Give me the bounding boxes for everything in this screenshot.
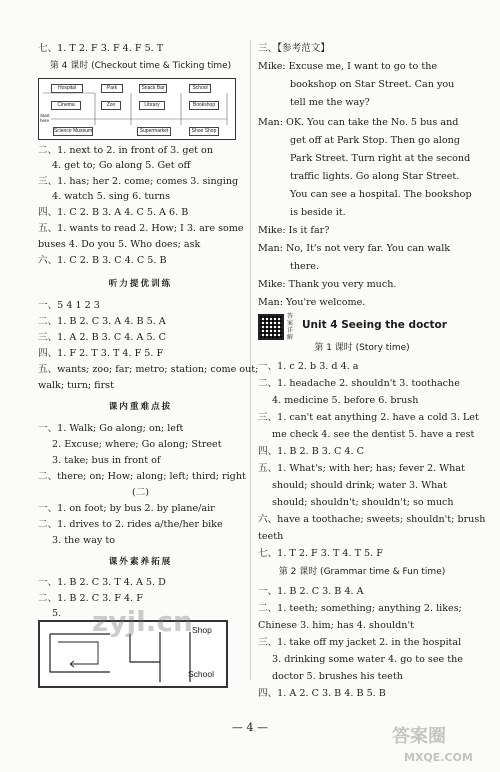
lesson4-title: 第 4 课时 (Checkout time & Ticking time) — [49, 61, 232, 71]
map-cinema: Cinema — [51, 101, 81, 110]
ext-e3: 5. — [52, 608, 62, 619]
part-two-label: (二) — [131, 487, 150, 498]
story-s3a: 三、1. can't eat anything 2. have a cold 3. Let — [258, 412, 479, 423]
left-q6: 六、1. C 2. B 3. C 4. C 5. B — [38, 255, 167, 266]
dialogue-mike-1b: bookshop on Star Street. Can you — [290, 79, 455, 90]
column-divider — [250, 40, 251, 680]
dialogue-man-4b: there. — [290, 261, 320, 272]
left-q2a: 二、1. next to 2. in front of 3. get on — [38, 145, 213, 156]
page-number: — 4 — — [232, 721, 268, 734]
map-park: Park — [101, 84, 123, 93]
map-bookshop: Bookshop — [189, 101, 219, 110]
lesson1-title: 第 1 课时 (Story time) — [314, 343, 410, 353]
story-s5c: should; shouldn't; shouldn't; so much — [272, 497, 454, 508]
key-k1b: 2. Excuse; where; Go along; Street — [52, 439, 222, 450]
story-s5a: 五、1. What's; with her; has; fever 2. What — [258, 463, 465, 474]
listening-l2: 二、1. B 2. C 3. A 4. B 5. A — [38, 316, 166, 327]
dialogue-man-6: Man: You're welcome. — [258, 297, 366, 308]
part2-p3: 3. the way to — [52, 535, 115, 546]
grammar-g3a: 三、1. take off my jacket 2. in the hospital — [258, 637, 462, 648]
map-start-label: Start here — [40, 113, 50, 123]
extension-section-title: 课外素养拓展 — [108, 557, 173, 567]
dialogue-man-2e: You can see a hospital. The bookshop — [290, 189, 472, 200]
map-shoe-shop: Shoe Shop — [189, 127, 219, 136]
dialogue-man-2d: traffic lights. Go along Star Street. — [290, 171, 460, 182]
story-s4: 四、1. B 2. B 3. C 4. C — [258, 446, 364, 457]
map-route-lines — [39, 79, 237, 141]
left-q7: 七、1. T 2. F 3. F 4. F 5. T — [38, 43, 164, 54]
lesson2-title: 第 2 课时 (Grammar time & Fun time) — [278, 567, 446, 577]
map-hospital: Hospital — [51, 84, 83, 93]
map-library: Library — [139, 101, 165, 110]
ext-e1: 一、1. B 2. C 3. T 4. A 5. D — [38, 577, 166, 588]
left-q2b: 4. get to; Go along 5. Get off — [52, 160, 191, 171]
listening-l1: 一、5 4 1 2 3 — [38, 300, 100, 311]
dialogue-mike-1c: tell me the way? — [290, 97, 370, 108]
left-q3b: 4. watch 5. sing 6. turns — [52, 191, 171, 202]
unit4-title: Unit 4 Seeing the doctor — [302, 319, 447, 331]
watermark-corner-en: MXQE.COM — [404, 751, 473, 764]
dialogue-mike-3: Mike: Is it far? — [258, 225, 330, 236]
story-s6b: teeth — [258, 531, 284, 542]
map-science-museum: Science Museum — [53, 128, 93, 134]
qr-label: 答案详解 — [287, 313, 294, 341]
key-k2: 二、there; on; How; along; left; third; right — [38, 471, 246, 482]
story-s3b: me check 4. see the dentist 5. have a rest — [272, 429, 475, 440]
map-school: School — [189, 84, 211, 93]
dialogue-man-2a: Man: OK. You can take the No. 5 bus and — [258, 117, 459, 128]
story-s1: 一、1. c 2. b 3. d 4. a — [258, 361, 359, 372]
dialogue-man-2c: Park Street. Turn right at the second — [290, 153, 471, 164]
story-s2b: 4. medicine 5. before 6. brush — [272, 395, 419, 406]
listening-section-title: 听力提优训练 — [108, 279, 173, 289]
part2-p2: 二、1. drives to 2. rides a/the/her bike — [38, 519, 223, 530]
ext-e2: 二、1. B 2. C 3. F 4. F — [38, 593, 143, 604]
qr-code-icon[interactable] — [258, 314, 284, 340]
left-q4: 四、1. C 2. B 3. A 4. C 5. A 6. B — [38, 207, 189, 218]
route-map-shop: Shop — [192, 625, 212, 635]
left-q5a: 五、1. wants to read 2. How; I 3. are some — [38, 223, 244, 234]
story-s7: 七、1. T 2. F 3. T 4. T 5. F — [258, 548, 383, 559]
right-q3-model: 三、【参考范文】 — [258, 43, 330, 54]
story-s5b: should; should drink; water 3. What — [272, 480, 447, 491]
dialogue-mike-5: Mike: Thank you very much. — [258, 279, 397, 290]
grammar-g2a: 二、1. teeth; something; anything 2. likes; — [258, 603, 462, 614]
dialogue-mike-1a: Mike: Excuse me, I want to go to the — [258, 61, 438, 72]
listening-l5b: walk; turn; first — [38, 380, 114, 391]
left-q5b: buses 4. Do you 5. Who does; ask — [38, 239, 201, 250]
map-zoo: Zoo — [101, 101, 121, 110]
grammar-g4: 四、1. A 2. C 3. B 4. B 5. B — [258, 688, 386, 699]
map-diagram — [38, 78, 236, 140]
key-points-section-title: 课内重难点拔 — [108, 402, 173, 412]
dialogue-man-2f: is beside it. — [290, 207, 346, 218]
watermark-center: zyjl.cn — [92, 605, 193, 638]
part2-p1: 一、1. on foot; by bus 2. by plane/air — [38, 503, 215, 514]
grammar-g1: 一、1. B 2. C 3. B 4. A — [258, 586, 364, 597]
story-s6a: 六、have a toothache; sweets; shouldn't; brush — [258, 514, 486, 525]
map-snack-bar: Snack Bar — [139, 84, 167, 93]
grammar-g3c: doctor 5. brushes his teeth — [272, 671, 403, 682]
key-k1c: 3. take; bus in front of — [52, 455, 161, 466]
route-map-school: School — [188, 669, 214, 679]
grammar-g3b: 3. drinking some water 4. go to see the — [272, 654, 463, 665]
watermark-corner-cn: 答案圈 — [392, 726, 446, 747]
grammar-g2b: Chinese 3. him; has 4. shouldn't — [258, 620, 414, 631]
dialogue-man-4a: Man: No, It's not very far. You can walk — [258, 243, 451, 254]
story-s2a: 二、1. headache 2. shouldn't 3. toothache — [258, 378, 460, 389]
listening-l4: 四、1. F 2. T 3. T 4. F 5. F — [38, 348, 164, 359]
left-q3a: 三、1. has; her 2. come; comes 3. singing — [38, 176, 239, 187]
listening-l5a: 五、wants; zoo; far; metro; station; come out; — [38, 364, 259, 375]
map-supermarket: Supermarket — [137, 127, 171, 136]
dialogue-man-2b: get off at Park Stop. Then go along — [290, 135, 460, 146]
key-k1a: 一、1. Walk; Go along; on; left — [38, 423, 184, 434]
listening-l3: 三、1. A 2. B 3. C 4. A 5. C — [38, 332, 166, 343]
